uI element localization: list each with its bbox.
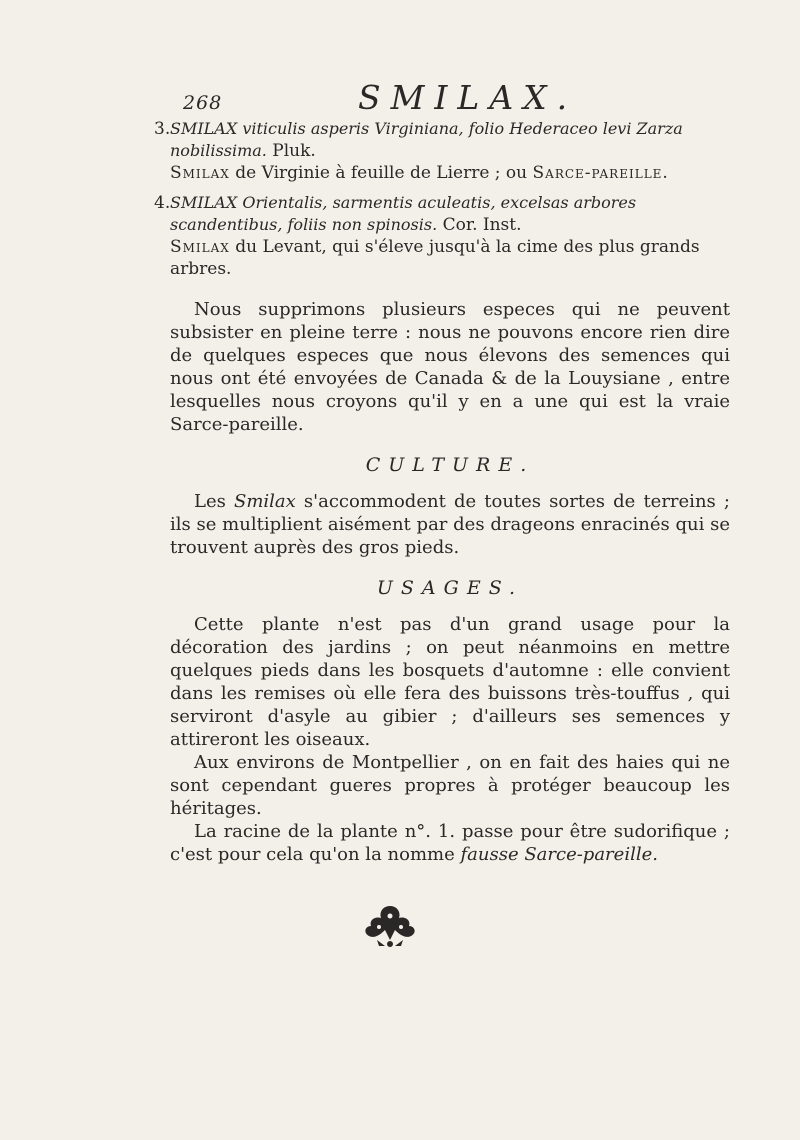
page-header: [0, 78, 800, 118]
latin-author: Cor. Inst.: [442, 215, 522, 235]
running-title: SMILAX.: [358, 78, 578, 117]
latin-name: SMILAX Orientalis, sarmentis aculeatis, excelsas arbores scandentibus, foliis non spinosis.: [170, 193, 637, 234]
culture-start: Les: [194, 491, 226, 512]
body-text: [154, 118, 730, 866]
latin-name: SMILAX viticulis asperis Virginiana, folio Hederaceo levi Zarza nobilissima.: [170, 119, 683, 160]
usages-paragraph-3: [170, 820, 730, 866]
entry-3: [154, 118, 730, 184]
entry-4: [154, 192, 730, 280]
intro-paragraph: Nous supprimons plusieurs especes qui ne peuvent subsister en pleine terre : nous ne pouvons encore rien dire de quelques especes que nous élevons des semences qui nous ont été envoyées de Canada & de la Louysiane , entre lesquelles nous croyons qu'il y en a une qui est la vraie Sarce-pareille.: [170, 299, 730, 435]
culture-paragraph: [170, 490, 730, 559]
culture-smilax: Smilax: [233, 491, 296, 512]
usages-heading: USAGES.: [376, 577, 524, 599]
french-common-name: Sarce-pareille.: [532, 163, 669, 183]
printer-ornament-icon: [355, 900, 425, 950]
french-text: du Levant, qui s'éleve jusqu'à la cime des plus grands arbres.: [170, 237, 700, 279]
usages-paragraph-2: Aux environs de Montpellier , on en fait des haies qui ne sont cependant gueres propres à protéger beaucoup les héritages.: [170, 752, 730, 819]
page-number: 268: [183, 92, 223, 114]
usages-paragraph-1: Cette plante n'est pas d'un grand usage pour la décoration des jardins ; on peut néanmoins en mettre quelques pieds dans les bosquets d'automne : elle convient dans les remises où elle fera des buissons très-touffus , qui serviront d'asyle au gibier ; d'ailleurs ses semences y attireront les oiseaux.: [170, 614, 730, 750]
culture-rest: s'accommodent de toutes sortes de terreins ; ils se multiplient aisément par des drageons enracinés qui se trouvent auprès des gros pieds.: [170, 491, 730, 558]
usages-3-start: La racine de la plante n°. 1. passe pour être sudorifique ; c'est pour cela qu'on la nomme: [170, 821, 730, 865]
entry-number: 4.: [154, 193, 171, 213]
usages-3-italic: fausse Sarce-pareille.: [460, 844, 658, 865]
french-text: de Virginie à feuille de Lierre ; ou: [235, 163, 528, 183]
french-name: Smilax: [170, 237, 230, 257]
french-name: Smilax: [170, 163, 230, 183]
latin-author: Pluk.: [272, 141, 316, 161]
entry-number: 3.: [154, 119, 171, 139]
culture-heading: CULTURE.: [365, 454, 535, 476]
